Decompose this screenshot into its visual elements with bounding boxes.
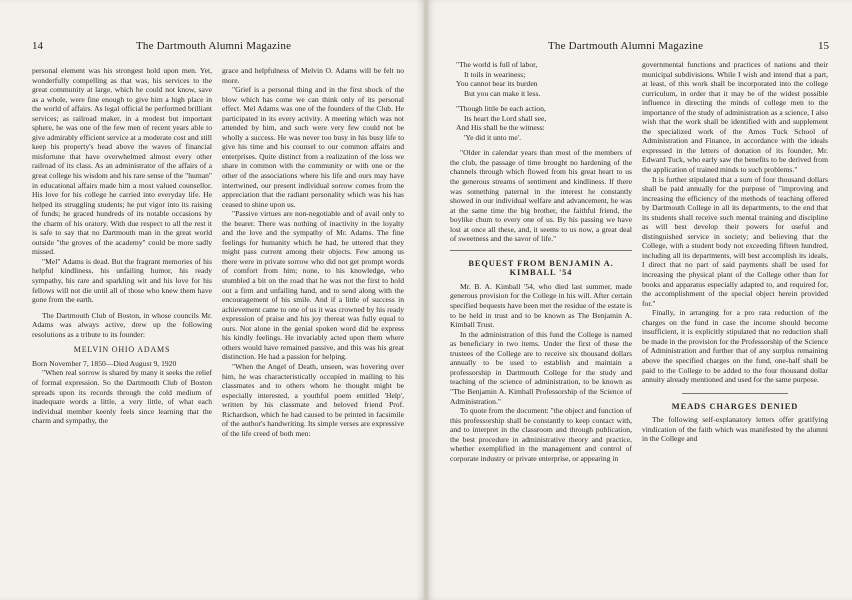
verse-line: "The world is full of labor, (456, 60, 538, 69)
paragraph: "Passive virtues are non-negotiable and of avail only to the bearer. There was nothing of inactivity in the loyalty and the love and the sympathy of Mr. Adams. The fine feelings for humanity which he had, he uttered that they might pass current among their objects. Few among us there were in private sorrow who did not get prompt words of comfort from him; none, to his knowledge, who stumbled a bit on the road that he was not the first to hold out a firm and unfailing hand, and to send along with the encouragement of his smile. And if a little of success in achievement came to one of us it was crowned by his ready expression of praise and his joy thereat was fully equal to ours. Not alone in the genial spoken word did he express his kindly feelings. He invariably acted upon them where others would have remained passive, and this was his great distinction. He had a passion for helping. (222, 209, 404, 362)
verse-line: It toils in weariness; (464, 69, 526, 79)
poem-stanza (450, 104, 632, 142)
right-page-column-1 (450, 60, 632, 463)
poem-stanza (450, 60, 632, 98)
right-page-column-2 (642, 60, 828, 444)
paragraph: Mr. B. A. Kimball '54, who died last summer, made generous provision for the College in his will. After certain specified bequests have been met the residue of the estate is to be held in trust and to be known as The Benjamin A. Kimball Trust. (450, 281, 632, 330)
section-heading: BEQUEST FROM BENJAMIN A. (468, 258, 614, 268)
paragraph: personal element was his strongest hold upon men. Yet, wonderfully compelling as that was, his services to the great community at large, which he could not know, save as a whole, were fine enough to give him a high place in the world of affairs. As legal official he performed brilliant services; as railroad maker, in a modest but important sphere, he was one of the few men of recent years able to give admirably efficient service at a moderate cost and still keep his property's head above the waves of financial misfortune that have overwhelmed almost every other railroad of its class. As an administrator of the affairs of a great college his wisdom and his rare sense of the "human" in educational affairs made him a most valued counsellor. His love for his college he carried into everyday life. He helped its struggling students; he put vigor into its raising of funds; he graced hundreds of its notable occasions by the charm of his oratory. With due respect to all the rest it is safe to say that no Dartmouth man in the great world outside "the groves of the academy" could be more sadly missed. (32, 66, 212, 257)
paragraph: The following self-explanatory letters offer gratifying vindication of the faith which was manifested by the alumni in the College and (642, 415, 828, 444)
divider (682, 393, 788, 394)
paragraph: It is further stipulated that a sum of four thousand dollars shall be paid annually for the purpose of "improving and increasing the efficiency of the methods of teaching offered by Dartmouth College in all its departments, to the end that its students shall receive such mental training and discipline as will best develop their powers for useful and distinguished service in society; and believing that the College, with a student body not exceeding fifteen hundred, including all its departments, will best accomplish its ideals, I direct that no part of said payments shall be used for increasing the physical plant of the College other than for books and apparatus especially adapted to, and required for, the accomplishment of the special object herein provided for." (642, 174, 828, 308)
page-number: 15 (818, 40, 829, 52)
verse-line: "Though little be each action, (456, 104, 546, 114)
paragraph: To quote from the document: "the object and function of this professorship shall be constantly to keep contact with, and to interpret in the classroom and through publication, the best procedure in administrative theory and practice, whether exemplified in the management and control of corporate industry or private enterprise, or appearing in (450, 406, 632, 463)
paragraph: "Grief is a personal thing and in the first shock of the blow which has come we can think only of its personal effect. Mel Adams was one of the founders of the Club. He participated in its every activity. A meeting which was not attended by him, and such were very few could not be wholly a success. He was never too busy in his busy life to give his time and his counsel to our common affairs and enterprises. Quite distinct from a realization of the loss we share in common with the community or with one or the other of the associations where his life and ours may have intertwined, our present individual sorrow comes from the appreciation that the radiant personality which was his has ceased to shine upon us. (222, 85, 404, 209)
paragraph: In the administration of this fund the College is named as beneficiary in two items. Under the first of these the trustees of the College are to receive six thousand dollars annually to be used to establish and maintain a professorship in Dartmouth College for the study and teaching of the science of administration, to be known as "The Benjamin A. Kimball Professorship of the Science of Administration." (450, 329, 632, 406)
paragraph: governmental functions and practices of nations and their municipal subdivisions. While I wish and intend that a part, at least, of this work shall be incorporated into the college curriculum, in order that it may be of the widest possible influence in directing the minds of college men to the importance of the study of administration as a science, I also wish that the work shall be identified with and supplement the specialized work of the Amos Tuck School of Administration and Finance, in accordance with the ideals expressed in the letters of donation of its founder, Mr. Edward Tuck, who early saw the benefits to be derived from the application of trained minds to such problems." (642, 60, 828, 175)
paragraph: "When the Angel of Death, unseen, was hovering over him, he was characteristically occupied in mailing to his classmates and to others whom he thought might be especially interested, a youthful poem entitled 'Help', written by his classmate and beloved friend Prof. Richardson, which he had caused to be printed in facsimile of the author's handwriting. Its simple verses are expressive of the life creed of both men: (222, 361, 404, 438)
section-heading: KIMBALL '54 (509, 268, 573, 278)
section-heading: MELVIN OHIO ADAMS (73, 345, 171, 355)
left-page-column-1 (32, 66, 212, 426)
paragraph: "Older in calendar years than most of the members of the club, the passage of time brought no hardening of the channels through which flowed from his great heart to us the generous streams of sentiment and kindliness. If there was something paternal in the interest he constantly showed in our individual welfare and advancement, he was at the same time the big brother, the faithful friend, the boylike chum to every one of us. By his passing we have lost at once all these, and, it seems to us now, a great deal of sweetness and the savor of life." (450, 148, 632, 244)
section-heading: MEADS CHARGES DENIED (671, 401, 799, 411)
running-head: The Dartmouth Alumni Magazine (136, 40, 292, 52)
verse-line: 'Ye did it unto me'. (464, 132, 522, 142)
right-page (426, 0, 852, 600)
divider (450, 250, 632, 251)
dates-line: Born November 7, 1850—Died August 9, 1920 (32, 358, 177, 368)
book-gutter (424, 0, 428, 600)
verse-line: But you can make it less. (464, 88, 541, 98)
paragraph: Finally, in arranging for a pro rata reduction of the charges on the fund in case the income should become insufficient, it is explicitly stipulated that no reduction shall be made in the provision for the Professorship of the Science of Administration and further that of any surplus remaining above the specified charges on the fund, one-half shall be paid to the College to be added to the four thousand dollar annuity already mentioned and used for the same purpose. (642, 308, 828, 385)
running-head: The Dartmouth Alumni Magazine (548, 40, 704, 52)
left-page-column-2 (222, 66, 404, 438)
paragraph: "When real sorrow is shared by many it seeks the relief of formal expression. So the Dartmouth Club of Boston spreads upon its records through the cold medium of inadequate words a little, a very little, of what each individual member keenly feels since learning that the charm and sympathy, the (32, 368, 212, 426)
verse-line: And His shall be the witness: (456, 123, 545, 133)
verse-line: Its heart the Lord shall see, (464, 113, 547, 123)
page-number: 14 (32, 40, 43, 52)
paragraph: grace and helpfulness of Melvin O. Adams will be felt no more. (222, 66, 404, 85)
verse-line: You cannot bear its burden (456, 79, 538, 89)
paragraph: The Dartmouth Club of Boston, in whose councils Mr. Adams was always active, drew up the following resolutions as a tribute to its founder: (32, 310, 212, 339)
paragraph: "Mel" Adams is dead. But the fragrant memories of his helpful kindliness, his unfailing humor, his ready sympathy, his rare and sparkling wit and his love for his fellows will not die until all of those who knew them have gone from the earth. (32, 256, 212, 305)
